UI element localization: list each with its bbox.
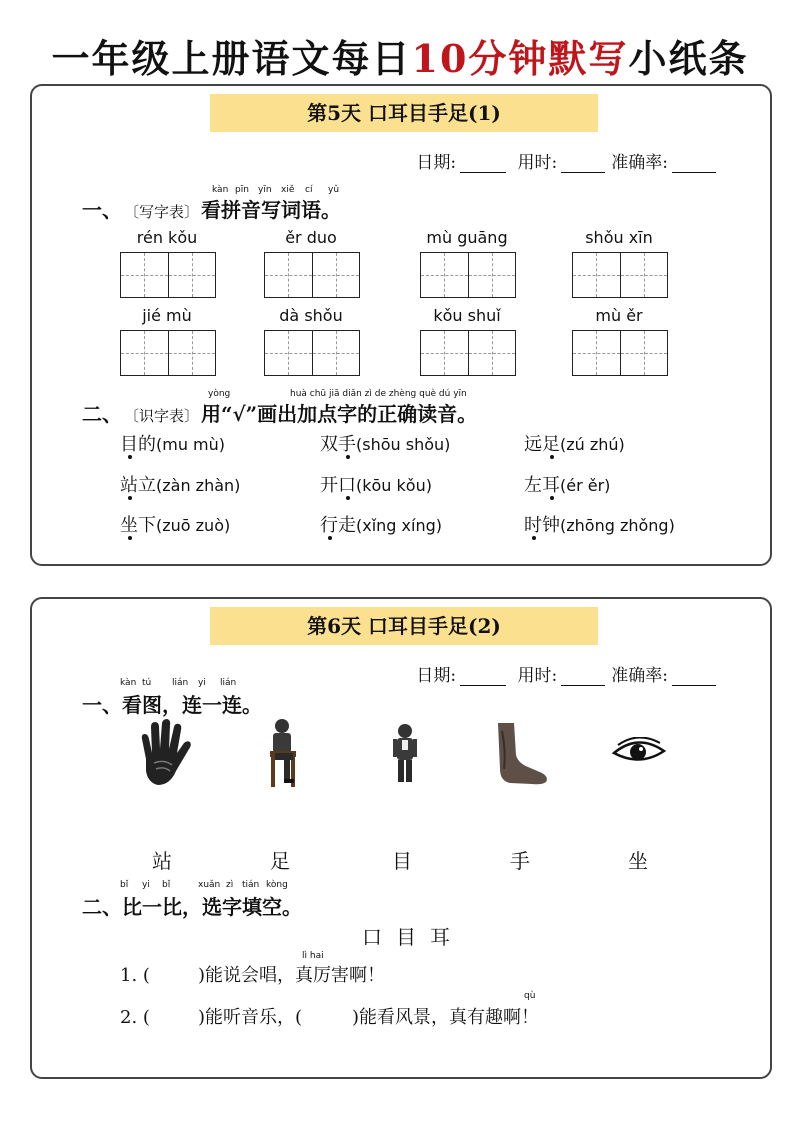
accuracy-blank[interactable] xyxy=(672,156,716,173)
reading-option[interactable]: 时钟(zhōng zhǒng) xyxy=(524,515,675,536)
title-part-1: 一年级上册语文每日 xyxy=(51,36,412,81)
section-number: 二、 xyxy=(82,402,122,426)
reading-option[interactable]: 左耳(ér ěr) xyxy=(524,475,611,496)
fill-question-2: 2. ( )能听音乐，( )能看风景，真有趣啊！ xyxy=(120,1007,540,1028)
standing-person-icon[interactable] xyxy=(390,723,420,785)
pinyin-pin: pīn xyxy=(235,185,249,195)
time-blank[interactable] xyxy=(561,156,605,173)
pinyin-zi: zì xyxy=(226,880,234,890)
word-pinyin: kǒu shuǐ xyxy=(433,306,501,325)
choice-characters: 口目耳 xyxy=(362,925,464,949)
pinyin-bi: bǐ xyxy=(120,880,129,890)
emphasis-dot xyxy=(550,455,554,459)
pinyin-kong: kòng xyxy=(266,880,288,890)
pinyin-kan: kàn xyxy=(120,678,137,688)
pinyin-ci: cí xyxy=(305,185,313,195)
writing-grid[interactable] xyxy=(572,252,668,298)
emphasis-dot xyxy=(128,536,132,540)
time-label: 用时: xyxy=(517,153,558,173)
accuracy-blank[interactable] xyxy=(672,669,716,686)
word-pinyin: jié mù xyxy=(142,306,192,325)
page-title xyxy=(0,28,800,83)
day6-card xyxy=(30,597,772,1079)
section-number: 一、 xyxy=(82,693,122,717)
day6-banner: 第6天 口耳目手足(2) xyxy=(210,607,598,645)
fill-question-1: 1. ( )能说会唱，真厉害啊！ xyxy=(120,965,385,986)
reading-option[interactable]: 行走(xǐng xíng) xyxy=(320,515,442,536)
section-label: 看图，连一连。 xyxy=(122,693,262,717)
emphasis-dot xyxy=(328,536,332,540)
emphasis-dot xyxy=(128,455,132,459)
time-blank[interactable] xyxy=(561,669,605,686)
question-number: 1. xyxy=(120,965,138,986)
match-word[interactable]: 站 xyxy=(152,849,172,873)
recognition-tag: 〔识字表〕 xyxy=(124,407,200,425)
section-label: 看拼音写词语。 xyxy=(201,198,342,222)
pinyin-yin: yīn xyxy=(258,185,272,195)
foot-icon[interactable] xyxy=(492,721,550,785)
reading-option[interactable]: 开口(kōu kǒu) xyxy=(320,475,432,496)
writing-grid[interactable] xyxy=(264,330,360,376)
day6-stats xyxy=(416,661,722,686)
section-number: 一、 xyxy=(82,198,122,222)
word-pinyin: rén kǒu xyxy=(136,228,198,247)
date-label: 日期: xyxy=(416,153,457,173)
pinyin-lian: lián xyxy=(220,678,237,688)
pinyin-yong: yòng xyxy=(208,389,231,399)
word-pinyin: mù ěr xyxy=(595,306,643,325)
match-word[interactable]: 手 xyxy=(510,849,530,873)
title-highlight: 10分钟默写 xyxy=(411,36,629,81)
writing-grid[interactable] xyxy=(420,252,516,298)
pinyin-bi: bǐ xyxy=(162,880,171,890)
word-pinyin: dà shǒu xyxy=(279,306,343,325)
reading-option[interactable]: 站立(zàn zhàn) xyxy=(120,475,241,496)
pinyin-xie: xiě xyxy=(281,185,295,195)
eye-icon[interactable] xyxy=(612,737,666,767)
emphasis-dot xyxy=(346,455,350,459)
reading-option[interactable]: 远足(zú zhú) xyxy=(524,434,625,455)
pinyin-lian: lián xyxy=(172,678,189,688)
emphasis-dot xyxy=(128,496,132,500)
sitting-person-icon[interactable] xyxy=(262,717,304,789)
day5-section2-heading xyxy=(82,398,477,427)
pinyin-xuan: xuǎn xyxy=(198,880,221,890)
day6-section2-heading xyxy=(82,891,302,920)
pinyin-kan: kàn xyxy=(212,185,229,195)
writing-grid[interactable] xyxy=(572,330,668,376)
pinyin-yu: yǔ xyxy=(328,185,340,195)
day5-stats xyxy=(416,148,722,173)
section-label: 比一比，选字填空。 xyxy=(122,895,302,919)
writing-grid[interactable] xyxy=(120,252,216,298)
pinyin-tu: tú xyxy=(142,678,152,688)
day5-banner: 第5天 口耳目手足(1) xyxy=(210,94,598,132)
match-word[interactable]: 坐 xyxy=(628,849,648,873)
match-word[interactable]: 足 xyxy=(270,849,290,873)
day6-section1-heading xyxy=(82,689,262,718)
reading-option[interactable]: 坐下(zuō zuò) xyxy=(120,515,231,536)
emphasis-dot xyxy=(550,496,554,500)
pinyin-yi: yi xyxy=(142,880,150,890)
emphasis-dot xyxy=(346,496,350,500)
hand-icon[interactable] xyxy=(136,719,192,789)
date-blank[interactable] xyxy=(460,669,506,686)
date-blank[interactable] xyxy=(460,156,506,173)
writing-grid[interactable] xyxy=(120,330,216,376)
day5-card xyxy=(30,84,772,566)
pinyin-yi: yi xyxy=(198,678,206,688)
word-pinyin: mù guāng xyxy=(426,228,508,247)
day5-section1-heading xyxy=(82,194,341,223)
date-label: 日期: xyxy=(416,666,457,686)
word-pinyin: shǒu xīn xyxy=(585,228,653,247)
pinyin-qu: qù xyxy=(524,991,536,1001)
section-label: 用“√”画出加点字的正确读音。 xyxy=(201,402,478,426)
time-label: 用时: xyxy=(517,666,558,686)
section-number: 二、 xyxy=(82,895,122,919)
match-word[interactable]: 目 xyxy=(392,849,412,873)
accuracy-label: 准确率: xyxy=(611,153,668,173)
question-number: 2. xyxy=(120,1007,138,1028)
reading-option[interactable]: 目的(mu mù) xyxy=(120,434,226,455)
pinyin-lihai: lì hai xyxy=(302,951,324,961)
pinyin-instruction: huà chū jiā diǎn zì de zhèng què dú yīn xyxy=(290,389,467,399)
pinyin-tian: tián xyxy=(242,880,260,890)
writing-tag: 〔写字表〕 xyxy=(124,203,200,221)
writing-grid[interactable] xyxy=(264,252,360,298)
reading-option[interactable]: 双手(shōu shǒu) xyxy=(320,434,451,455)
emphasis-dot xyxy=(532,536,536,540)
title-part-2: 小纸条 xyxy=(628,36,749,81)
writing-grid[interactable] xyxy=(420,330,516,376)
word-pinyin: ěr duo xyxy=(285,228,337,247)
accuracy-label: 准确率: xyxy=(611,666,668,686)
